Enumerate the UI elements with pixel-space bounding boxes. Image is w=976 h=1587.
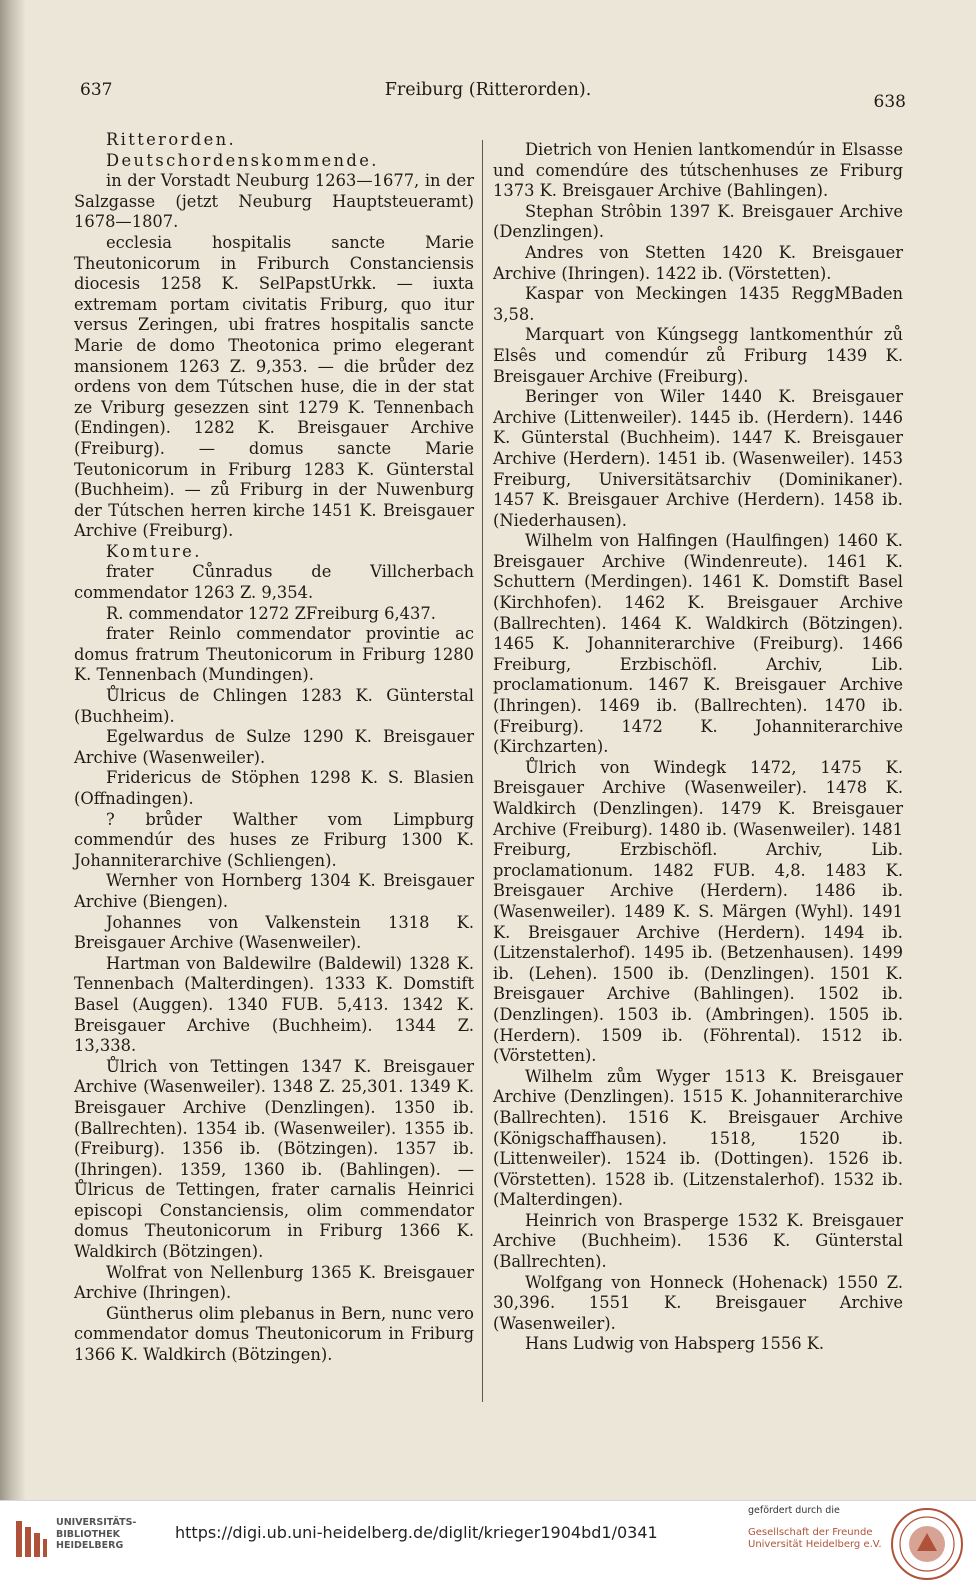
page-number-left: 637 <box>80 80 113 100</box>
sponsor-label: gefördert durch die <box>748 1505 840 1516</box>
section-heading: Ritterorden. <box>106 130 237 149</box>
entry-paragraph: Hartman von Baldewilre (Baldewil) 1328 K. Tennenbach (Malterdingen). 1333 K. Domstift Basel (Auggen). 1340 FUB. 5,413. 1342 K. Breisgauer Archive (Buchheim). 1344 Z. 13,338. <box>74 953 474 1056</box>
entry-paragraph: Marquart von Kúngsegg lantkomenthúr zů Elsês und comendúr zů Friburg 1439 K. Breisgauer Archive (Freiburg). <box>493 325 903 386</box>
entry-paragraph: Heinrich von Brasperge 1532 K. Breisgauer Archive (Buchheim). 1536 K. Günterstal (Ballrechten). <box>493 1210 903 1272</box>
entry-paragraph: Dietrich von Henien lantkomendúr in Elsasse und comendúre des tútschenhuses ze Friburg 1373 K. Breisgauer Archive (Bahlingen). <box>493 140 903 201</box>
page-number-right: 638 <box>873 92 906 112</box>
sources-paragraph: ecclesia hospitalis sancte Marie Theutonicorum in Friburch Constanciensis diocesis 1258 K. SelPapstUrkk. — iuxta extremam portam civitatis Friburg, quo itur versus Zeringen, ubi fratres hospitalis sancte Marie de domo Theotonica primo elegerant mansionem 1263 Z. 9,353. — die brůder dez ordens von dem Tútschen huse, die in der stat ze Vriburg gesezzen sint 1279 K. Tennenbach (Endingen). 1282 K. Breisgauer Archive (Freiburg). — domus sancte Marie Teutonicorum in Friburg 1283 K. Günterstal (Buchheim). — zů Friburg in der Nuwenburg der Tútschen herren kirche 1451 K. Breisgauer Archive (Freiburg). <box>74 232 474 541</box>
entry-paragraph: Stephan Strôbin 1397 K. Breisgauer Archive (Denzlingen). <box>493 201 903 242</box>
page-gutter-shadow <box>0 0 26 1500</box>
entry-paragraph: Kaspar von Meckingen 1435 ReggMBaden 3,58. <box>493 284 903 324</box>
entry-paragraph: Wilhelm zům Wyger 1513 K. Breisgauer Archive (Denzlingen). 1515 K. Johanniterarchive (Ballrechten). 1516 K. Breisgauer Archive (Königschaffhausen). 1518, 1520 ib. (Littenweiler). 1524 ib. (Dottingen). 1526 ib. (Vörstetten). 1528 ib. (Litzenstalerhof). 1532 ib. (Malterdingen). <box>493 1066 903 1210</box>
sponsor-name[interactable]: Gesellschaft der Freunde Universität Heidelberg e.V. <box>748 1527 882 1550</box>
entry-paragraph: Andres von Stetten 1420 K. Breisgauer Archive (Ihringen). 1422 ib. (Vörstetten). <box>493 242 903 283</box>
entry-paragraph: Fridericus de Stöphen 1298 K. S. Blasien (Offnadingen). <box>74 768 474 808</box>
university-seal-icon <box>890 1507 964 1581</box>
right-column <box>493 140 903 1355</box>
entry-paragraph: R. commendator 1272 ZFreiburg 6,437. <box>106 603 436 623</box>
komture-heading: Komture. <box>106 541 202 561</box>
entry-paragraph: Wolfgang von Honneck (Hohenack) 1550 Z. 30,396. 1551 K. Breisgauer Archive (Wasenweiler). <box>493 1272 903 1333</box>
entry-paragraph: Johannes von Valkenstein 1318 K. Breisgauer Archive (Wasenweiler). <box>74 912 474 953</box>
library-logo-icon <box>14 1519 48 1559</box>
entry-paragraph: Beringer von Wiler 1440 K. Breisgauer Archive (Littenweiler). 1445 ib. (Herdern). 1446 K. Günterstal (Buchheim). 1447 K. Breisgauer Archive (Herdern). 1451 ib. (Wasenweiler). 1453 Freiburg, Universitätsarchiv (Dominikaner). 1457 K. Breisgauer Archive (Herdern). 1458 ib. (Niederhausen). <box>493 387 903 530</box>
column-divider <box>482 140 483 1402</box>
entry-paragraph: Wolfrat von Nellenburg 1365 K. Breisgauer Archive (Ihringen). <box>74 1262 474 1303</box>
entry-paragraph: Ůlricus de Chlingen 1283 K. Günterstal (Buchheim). <box>74 686 474 726</box>
entry-paragraph: Ůlrich von Tettingen 1347 K. Breisgauer Archive (Wasenweiler). 1348 Z. 25,301. 1349 K. Breisgauer Archive (Denzlingen). 1350 ib. (Ballrechten). 1354 ib. (Wasenweiler). 1355 ib. (Freiburg). 1356 ib. (Bötzingen). 1357 ib. (Ihringen). 1359, 1360 ib. (Bahlingen). — Ůlricus de Tettingen, frater carnalis Heinrici episcopi Constanciensis, olim commendator domus Theutonicorum in Friburg 1366 K. Waldkirch (Bötzingen). <box>74 1056 474 1262</box>
entry-paragraph: Hans Ludwig von Habsperg 1556 K. <box>525 1334 825 1354</box>
entry-paragraph: Egelwardus de Sulze 1290 K. Breisgauer Archive (Wasenweiler). <box>74 727 474 767</box>
entry-paragraph: Wernher von Hornberg 1304 K. Breisgauer Archive (Biengen). <box>74 871 474 911</box>
section-subheading: Deutschordenskommende. <box>106 150 379 170</box>
entry-paragraph: ? brůder Walther vom Limpburg commendúr des huses ze Friburg 1300 K. Johanniterarchive (Schliengen). <box>74 809 474 870</box>
viewer-footer <box>0 1500 976 1587</box>
library-name: UNIVERSITÄTS- BIBLIOTHEK HEIDELBERG <box>56 1517 137 1551</box>
entry-paragraph: Wilhelm von Halfingen (Haulfingen) 1460 K. Breisgauer Archive (Windenreute). 1461 K. Schuttern (Merdingen). 1461 K. Domstift Basel (Kirchhofen). 1462 K. Breisgauer Archive (Ballrechten). 1464 K. Waldkirch (Bötzingen). 1465 K. Johanniterarchive (Freiburg). 1466 Freiburg, Erzbischöfl. Archiv, Lib. proclamationum. 1467 K. Breisgauer Archive (Ihringen). 1469 ib. (Ballrechten). 1470 ib. (Freiburg). 1472 K. Johanniterarchive (Kirchzarten). <box>493 531 903 757</box>
location-paragraph: in der Vorstadt Neuburg 1263—1677, in der Salzgasse (jetzt Neuburg Hauptsteueramt) 1678—1807. <box>74 171 474 232</box>
left-column <box>74 130 474 1366</box>
entry-paragraph: Güntherus olim plebanus in Bern, nunc vero commendator domus Theutonicorum in Friburg 1366 K. Waldkirch (Bötzingen). <box>74 1303 474 1365</box>
entry-paragraph: Ůlrich von Windegk 1472, 1475 K. Breisgauer Archive (Wasenweiler). 1478 K. Waldkirch (Denzlingen). 1479 K. Breisgauer Archive (Freiburg). 1480 ib. (Wasenweiler). 1481 Freiburg, Erzbischöfl. Archiv, Lib. proclamationum. 1482 FUB. 4,8. 1483 K. Breisgauer Archive (Herdern). 1486 ib. (Wasenweiler). 1489 K. S. Märgen (Wyhl). 1491 K. Breisgauer Archive (Herdern). 1494 ib. (Litzenstalerhof). 1495 ib. (Betzenhausen). 1499 ib. (Lehen). 1500 ib. (Denzlingen). 1501 K. Breisgauer Archive (Bahlingen). 1502 ib. (Denzlingen). 1503 ib. (Ambringen). 1505 ib. (Herdern). 1509 ib. (Föhrental). 1512 ib. (Vörstetten). <box>493 757 903 1066</box>
permalink-url[interactable]: https://digi.ub.uni-heidelberg.de/diglit/krieger1904bd1/0341 <box>175 1523 658 1542</box>
running-title: Freiburg (Ritterorden). <box>384 80 592 100</box>
entry-paragraph: frater Cůnradus de Villcherbach commendator 1263 Z. 9,354. <box>74 562 474 603</box>
entry-paragraph: frater Reinlo commendator provintie ac domus fratrum Theutonicorum in Friburg 1280 K. Tennenbach (Mundingen). <box>74 624 474 685</box>
